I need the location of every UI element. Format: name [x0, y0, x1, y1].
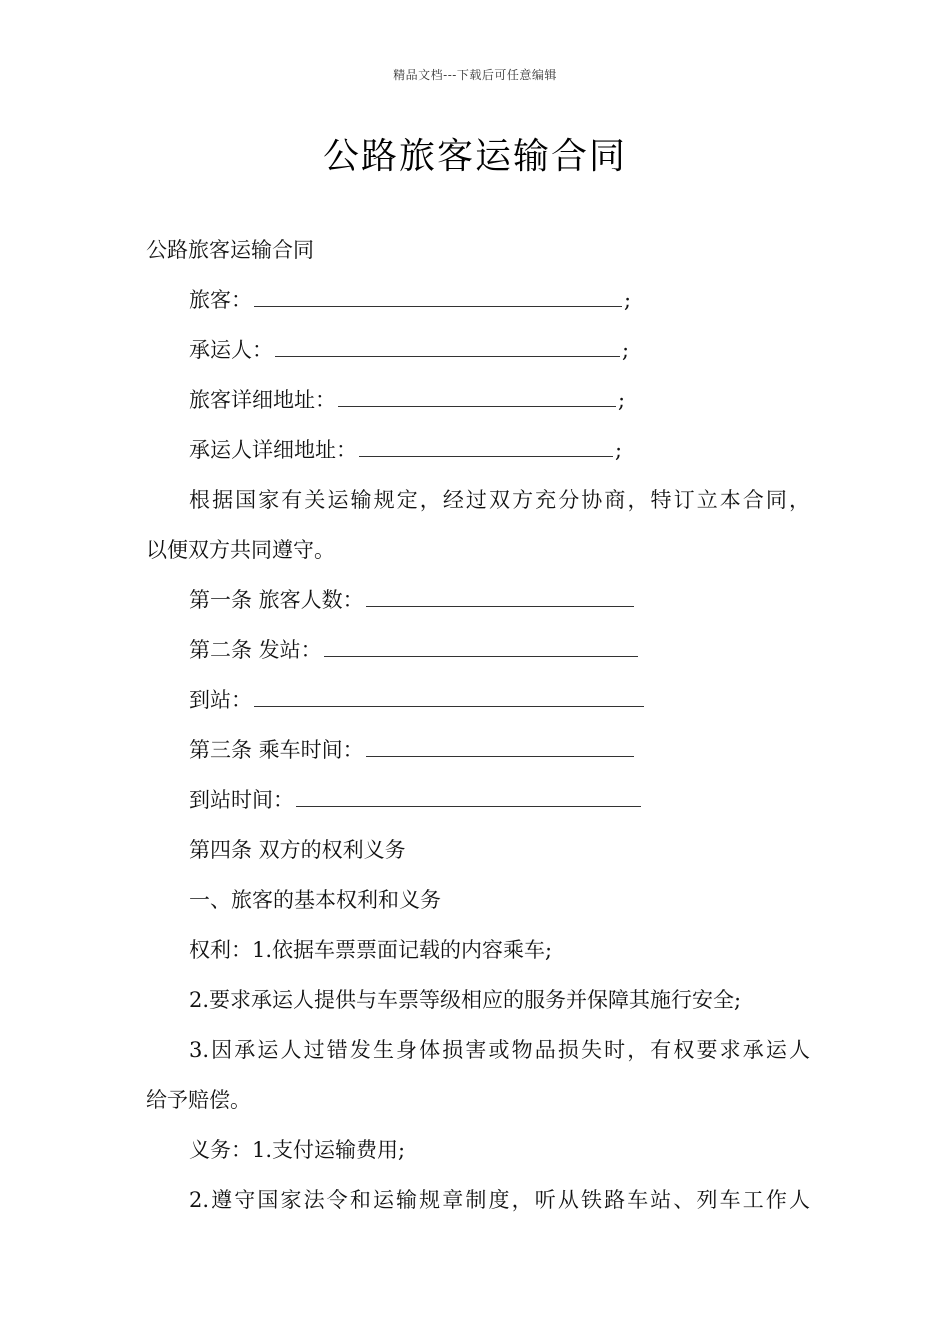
document-title: 公路旅客运输合同: [322, 136, 627, 177]
passenger-address-end-mark: ;: [618, 388, 626, 412]
carrier-address-end-mark: ;: [615, 438, 623, 462]
carrier-address-blank: [359, 432, 613, 457]
duty-2-line-1: 2.遵守国家法令和运输规章制度，听从铁路车站、列车工作人: [189, 1188, 810, 1212]
right-3-line-2: 给予赔偿。: [146, 1088, 251, 1112]
passenger-address-label: 旅客详细地址：: [189, 388, 336, 412]
document-subtitle: 公路旅客运输合同: [146, 238, 314, 262]
passenger-end-mark: ;: [624, 288, 632, 312]
preamble-line-2: 以便双方共同遵守。: [146, 538, 335, 562]
section-1-title: 一、旅客的基本权利和义务: [189, 888, 441, 912]
passenger-count-blank: [366, 582, 634, 607]
passenger-blank: [254, 282, 622, 307]
header-note: 精品文档---下载后可任意编辑: [393, 68, 557, 82]
right-3-line-1: 3.因承运人过错发生身体损害或物品损失时，有权要求承运人: [189, 1038, 810, 1062]
right-2: 2.要求承运人提供与车票等级相应的服务并保障其施行安全;: [189, 988, 742, 1012]
arrival-time-label: 到站时间：: [189, 788, 294, 812]
arrival-time-field: [146, 775, 810, 825]
article-1-label: 第一条 旅客人数：: [189, 588, 364, 612]
arrival-time-blank: [296, 782, 641, 807]
document-body: [146, 225, 810, 1225]
passenger-label: 旅客：: [189, 288, 252, 312]
article-3-label: 第三条 乘车时间：: [189, 738, 364, 762]
arrival-station-field: [146, 675, 810, 725]
carrier-address-label: 承运人详细地址：: [189, 438, 357, 462]
article-4: 第四条 双方的权利义务: [189, 838, 406, 862]
carrier-field: [146, 325, 810, 375]
arrival-station-label: 到站：: [189, 688, 252, 712]
arrival-station-blank: [254, 682, 644, 707]
carrier-address-field: [146, 425, 810, 475]
article-2: [146, 625, 810, 675]
passenger-address-field: [146, 375, 810, 425]
article-1: [146, 575, 810, 625]
passenger-address-blank: [338, 382, 616, 407]
carrier-label: 承运人：: [189, 338, 273, 362]
boarding-time-blank: [366, 732, 634, 757]
carrier-blank: [275, 332, 620, 357]
duty-1: 义务：1.支付运输费用;: [189, 1138, 406, 1162]
article-3: [146, 725, 810, 775]
departure-station-blank: [324, 632, 638, 657]
carrier-end-mark: ;: [622, 338, 630, 362]
preamble-line-1: 根据国家有关运输规定，经过双方充分协商，特订立本合同，: [189, 488, 810, 512]
passenger-field: [146, 275, 810, 325]
right-1: 权利：1.依据车票票面记载的内容乘车;: [189, 938, 553, 962]
article-2-label: 第二条 发站：: [189, 638, 322, 662]
